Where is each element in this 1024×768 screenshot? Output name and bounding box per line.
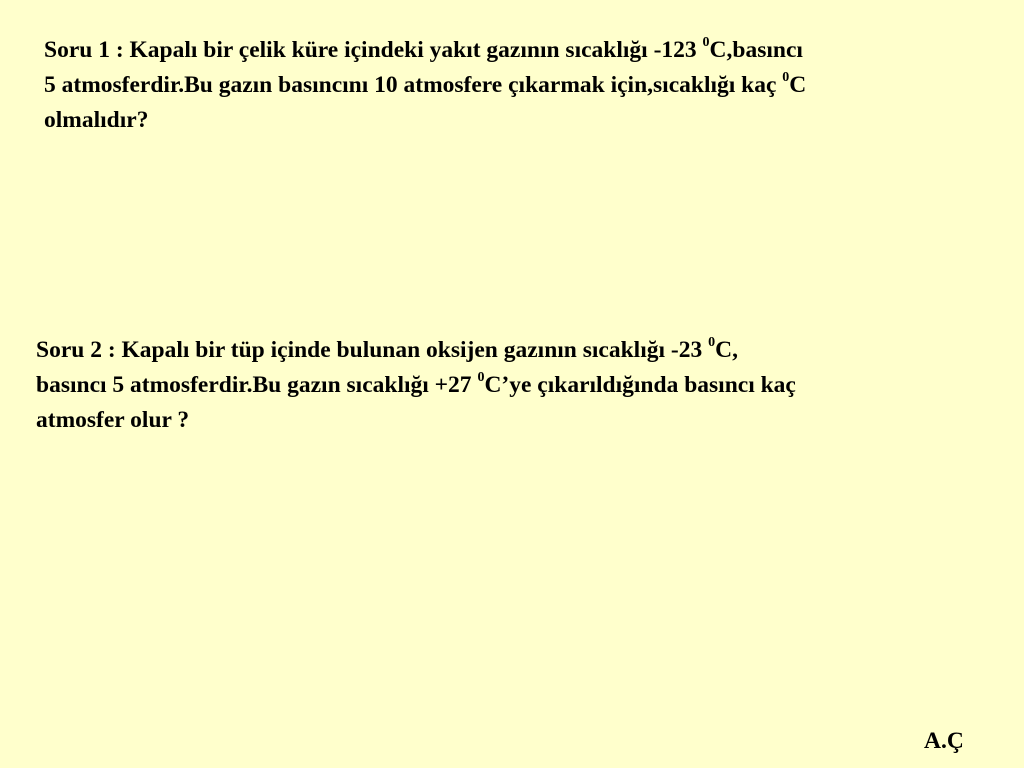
- degree-superscript: 0: [477, 370, 485, 386]
- question-2-line-2: basıncı 5 atmosferdir.Bu gazın sıcaklığı +27 $^0$C’ye çıkarıldığında basıncı kaç: [36, 370, 796, 398]
- degree-superscript: 0: [708, 335, 716, 351]
- question-2-line-3: atmosfer olur ?: [36, 407, 190, 433]
- question-1-line-3: olmalıdır?: [44, 107, 149, 133]
- degree-superscript: 0: [702, 35, 710, 51]
- author-initials: A.Ç: [924, 728, 964, 754]
- question-1-line-2: 5 atmosferdir.Bu gazın basıncını 10 atmosfere çıkarmak için,sıcaklığı kaç $^0$C: [44, 70, 807, 98]
- question-2-line-1: Soru 2 : Kapalı bir tüp içinde bulunan oksijen gazının sıcaklığı -23 $^0$C,: [36, 335, 738, 363]
- question-1-text: [44, 33, 994, 138]
- degree-superscript: 0: [782, 70, 790, 86]
- question-1-line-1: Soru 1 : Kapalı bir çelik küre içindeki yakıt gazının sıcaklığı -123 $^0$C,basıncı: [44, 35, 803, 63]
- question-2-text: [36, 333, 996, 438]
